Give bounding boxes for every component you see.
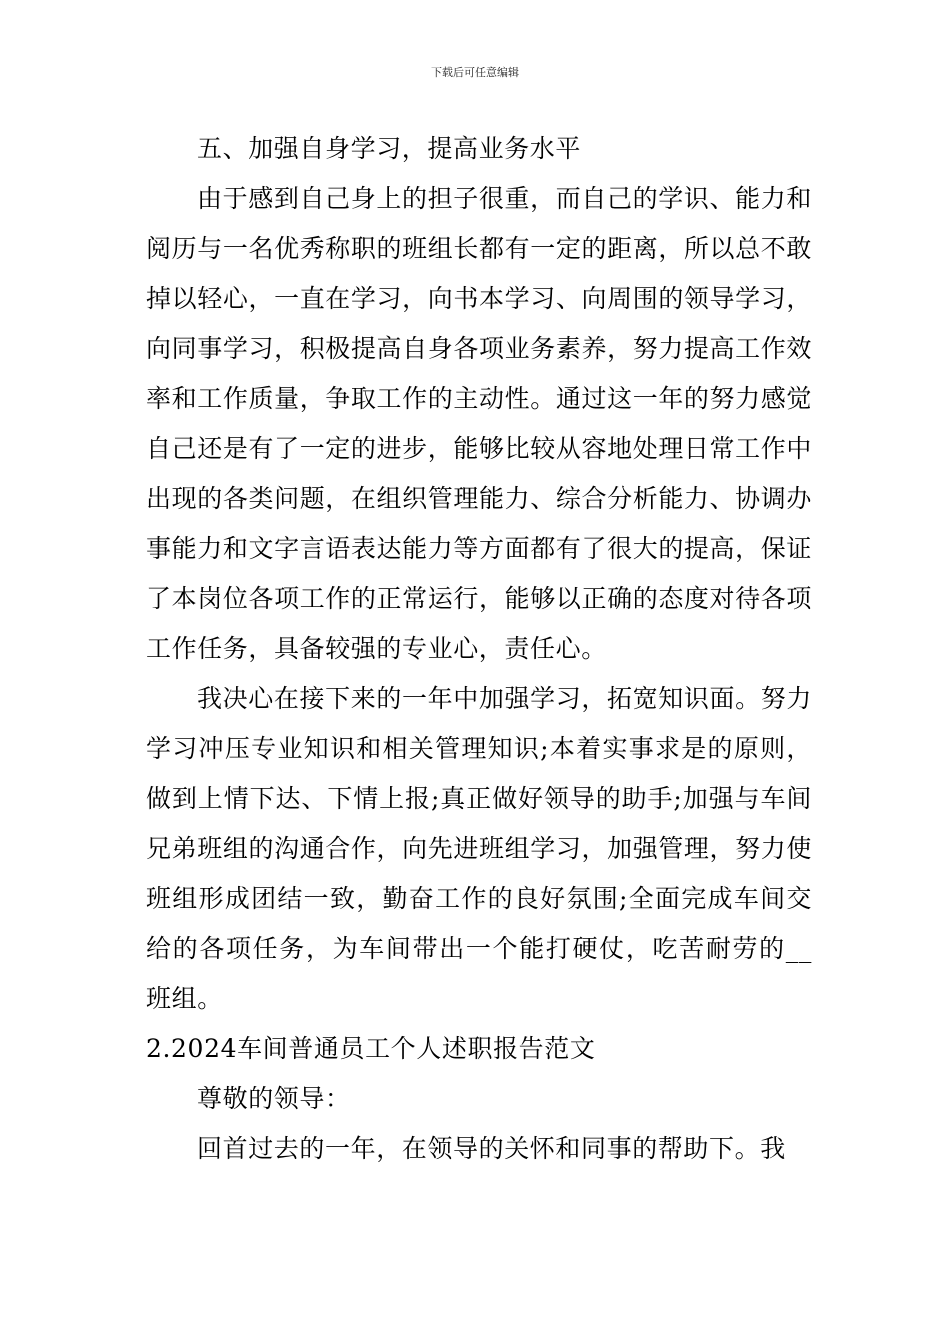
paragraph-learning: 由于感到自己身上的担子很重，而自己的学识、能力和阅历与一名优秀称职的班组长都有一定的距离，所以总不敢掉以轻心，一直在学习，向书本学习、向周围的领导学习，向同事学习，积极提高自身各项业务素养，努力提高工作效率和工作质量，争取工作的主动性。通过这一年的努力感觉自己还是有了一定的进步，能够比较从容地处理日常工作中出现的各类问题，在组织管理能力、综合分析能力、协调办事能力和文字言语表达能力等方面都有了很大的提高，保证了本岗位各项工作的正常运行，能够以正确的态度对待各项工作任务，具备较强的专业心，责任心。 bbox=[146, 184, 812, 663]
header-note: 下载后可任意编辑 bbox=[431, 66, 519, 79]
document-body bbox=[146, 124, 812, 1174]
section-heading: 五、加强自身学习，提高业务水平 bbox=[197, 134, 582, 163]
salutation: 尊敬的领导： bbox=[197, 1084, 351, 1113]
article-title: 2.2024车间普通员工个人述职报告范文 bbox=[146, 1034, 596, 1063]
paragraph-resolution: 我决心在接下来的一年中加强学习，拓宽知识面。努力学习冲压专业知识和相关管理知识;本着实事求是的原则，做到上情下达、下情上报;真正做好领导的助手;加强与车间兄弟班组的沟通合作，向先进班组学习，加强管理，努力使班组形成团结一致，勤奋工作的良好氛围;全面完成车间交给的各项任务，为车间带出一个能打硬仗，吃苦耐劳的__班组。 bbox=[146, 684, 812, 1013]
paragraph-opening: 回首过去的一年，在领导的关怀和同事的帮助下。我 bbox=[197, 1134, 786, 1163]
